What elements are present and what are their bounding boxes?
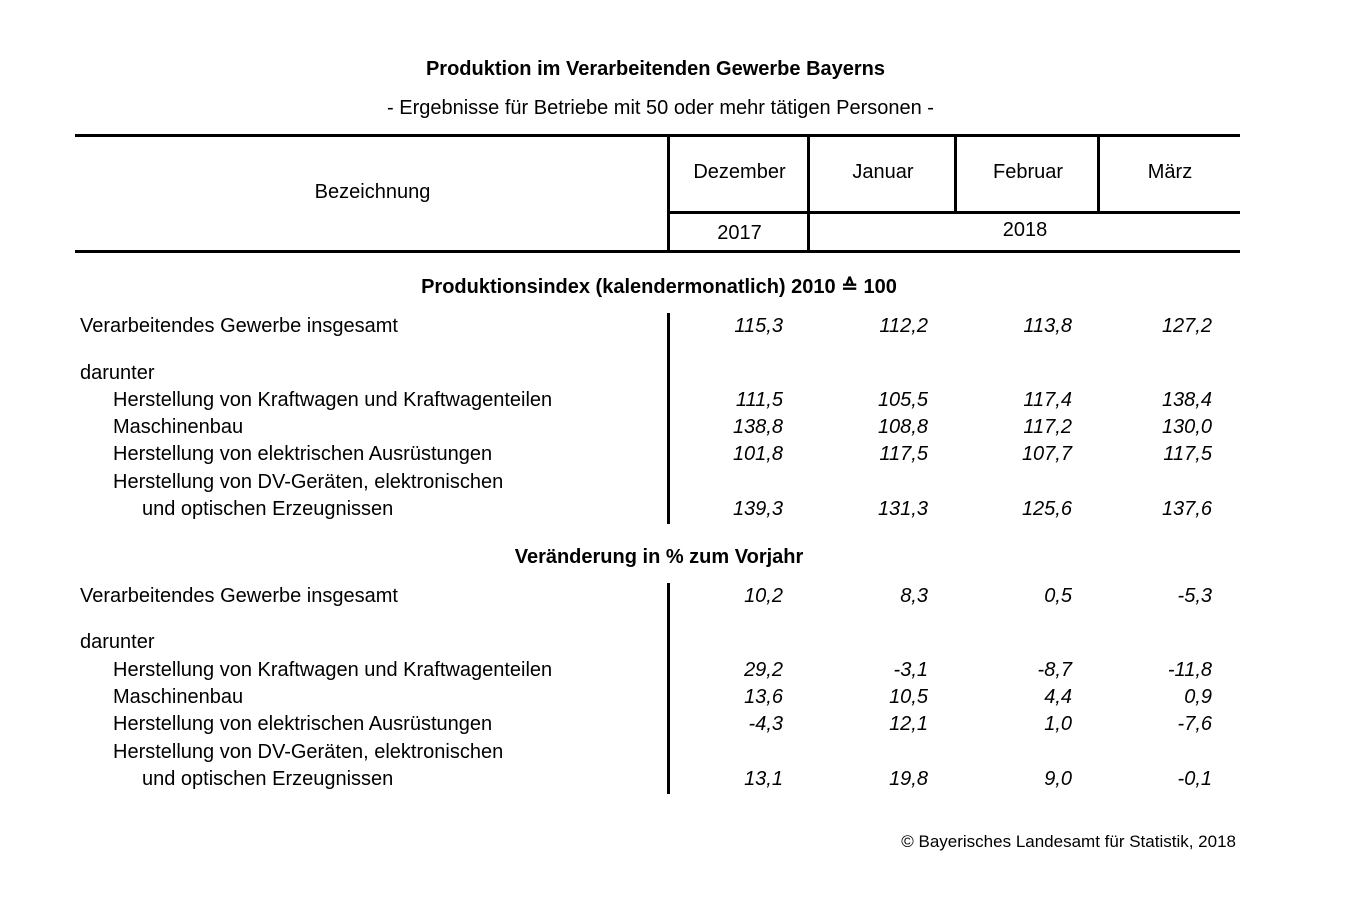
- header-label-col: Bezeichnung: [314, 181, 431, 203]
- table-row: [0, 585, 1365, 612]
- header-top-rule: [75, 134, 1240, 137]
- cell-value: 107,7: [1021, 443, 1072, 465]
- header-year-2017: 2017: [717, 222, 762, 244]
- cell-value: 113,8: [1023, 315, 1072, 337]
- section-heading-change: Veränderung in % zum Vorjahr: [514, 546, 804, 568]
- cell-value: 10,5: [889, 686, 928, 708]
- row-label: darunter: [80, 362, 155, 384]
- header-month-feb: Februar: [992, 161, 1064, 183]
- cell-value: 130,0: [1161, 416, 1212, 438]
- cell-value: -0,1: [1177, 768, 1212, 790]
- cell-value: 4,4: [1044, 686, 1072, 708]
- copyright-footer: © Bayerisches Landesamt für Statistik, 2018: [901, 832, 1236, 851]
- row-label: und optischen Erzeugnissen: [142, 498, 394, 520]
- cell-value: 117,4: [1023, 389, 1072, 411]
- cell-value: 9,0: [1044, 768, 1072, 790]
- cell-value: 108,8: [877, 416, 928, 438]
- cell-value: 117,5: [1163, 443, 1212, 465]
- table-row: [0, 741, 1365, 768]
- cell-value: 0,9: [1184, 686, 1212, 708]
- table-title: Produktion im Verarbeitenden Gewerbe Bayerns: [425, 58, 886, 80]
- cell-value: 127,2: [1161, 315, 1212, 337]
- cell-value: 138,8: [732, 416, 783, 438]
- table-row: [0, 768, 1365, 795]
- cell-value: 117,5: [879, 443, 928, 465]
- cell-value: -3,1: [893, 659, 928, 681]
- cell-value: 12,1: [889, 713, 928, 735]
- row-label: Herstellung von elektrischen Ausrüstungen: [113, 443, 493, 465]
- cell-value: 111,5: [735, 389, 783, 411]
- cell-value: 105,5: [877, 389, 928, 411]
- cell-value: 139,3: [732, 498, 783, 520]
- header-month-mar: März: [1147, 161, 1193, 183]
- header-month-jan: Januar: [852, 161, 914, 183]
- section-heading-index: Produktionsindex (kalendermonatlich) 2010 ≙ 100: [421, 276, 897, 298]
- table-row: [0, 713, 1365, 740]
- table-row: [0, 416, 1365, 443]
- table-row: [0, 362, 1365, 389]
- cell-value: 29,2: [744, 659, 783, 681]
- row-label: Herstellung von Kraftwagen und Kraftwagenteilen: [113, 389, 553, 411]
- row-label: und optischen Erzeugnissen: [142, 768, 394, 790]
- cell-value: 1,0: [1044, 713, 1072, 735]
- table-row: [0, 686, 1365, 713]
- cell-value: 138,4: [1161, 389, 1212, 411]
- row-label: Verarbeitendes Gewerbe insgesamt: [80, 315, 398, 337]
- table-row: [0, 498, 1365, 525]
- cell-value: -4,3: [748, 713, 783, 735]
- cell-value: 19,8: [889, 768, 928, 790]
- table-row: [0, 659, 1365, 686]
- cell-value: 131,3: [877, 498, 928, 520]
- table-row: [0, 631, 1365, 658]
- table-row: [0, 443, 1365, 470]
- cell-value: 13,6: [744, 686, 783, 708]
- cell-value: -11,8: [1167, 659, 1212, 681]
- cell-value: 0,5: [1044, 585, 1072, 607]
- table-row: [0, 315, 1365, 342]
- cell-value: 117,2: [1023, 416, 1072, 438]
- row-label: Maschinenbau: [113, 686, 244, 708]
- cell-value: 115,3: [734, 315, 783, 337]
- cell-value: 8,3: [900, 585, 928, 607]
- cell-value: 112,2: [879, 315, 928, 337]
- row-label: Herstellung von Kraftwagen und Kraftwagenteilen: [113, 659, 553, 681]
- header-month-dez: Dezember: [693, 161, 786, 183]
- table-subtitle: - Ergebnisse für Betriebe mit 50 oder mehr tätigen Personen -: [387, 97, 934, 119]
- row-label: darunter: [80, 631, 155, 653]
- row-label: Verarbeitendes Gewerbe insgesamt: [80, 585, 398, 607]
- row-label: Maschinenbau: [113, 416, 244, 438]
- cell-value: -8,7: [1037, 659, 1072, 681]
- cell-value: 125,6: [1021, 498, 1072, 520]
- row-label: Herstellung von DV-Geräten, elektronischen: [113, 741, 504, 763]
- cell-value: 137,6: [1161, 498, 1212, 520]
- cell-value: -7,6: [1177, 713, 1212, 735]
- row-label: Herstellung von elektrischen Ausrüstungen: [113, 713, 493, 735]
- cell-value: 101,8: [732, 443, 783, 465]
- header-year-2018: 2018: [1002, 219, 1048, 241]
- table-row: [0, 471, 1365, 498]
- cell-value: 13,1: [744, 768, 783, 790]
- row-label: Herstellung von DV-Geräten, elektronischen: [113, 471, 504, 493]
- cell-value: -5,3: [1177, 585, 1212, 607]
- table-row: [0, 389, 1365, 416]
- header-bottom-rule: [75, 250, 1240, 253]
- cell-value: 10,2: [744, 585, 783, 607]
